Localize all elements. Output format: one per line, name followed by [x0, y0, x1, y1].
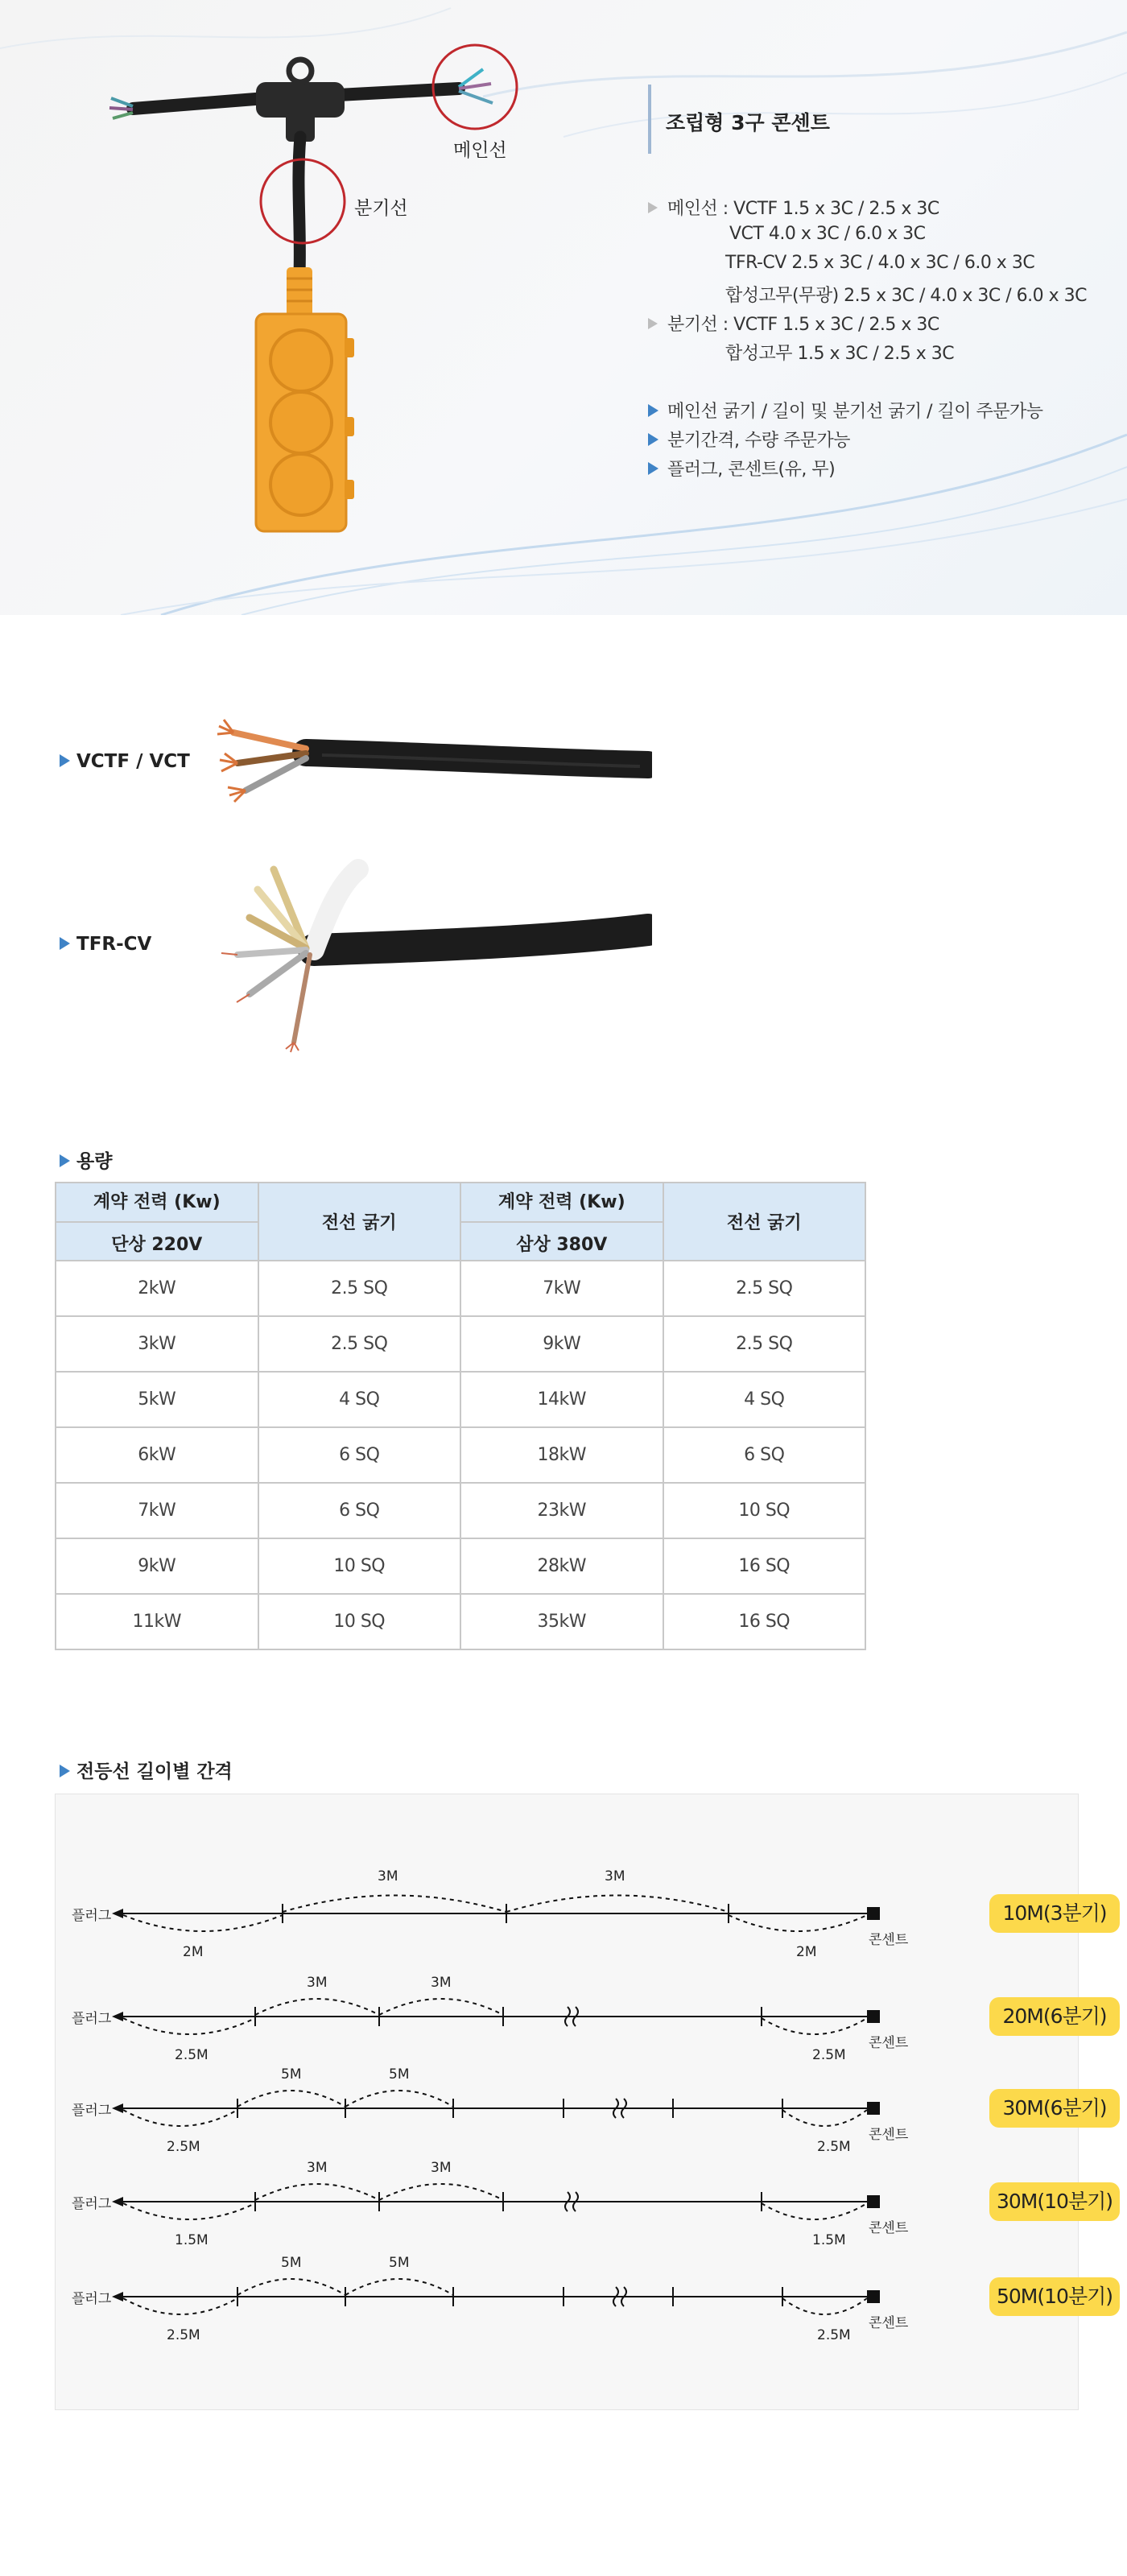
span-length: 5M: [281, 2255, 302, 2271]
end-length-left: 1.5M: [175, 2232, 208, 2248]
branch-line-callout-label: 분기선: [354, 198, 408, 219]
end-length-left: 2M: [183, 1944, 204, 1960]
feature-row-custom-length: 메인선 굵기 / 길이 및 분기선 굵기 / 길이 주문가능: [648, 398, 1043, 423]
length-badge-10m: 10M(3분기): [989, 1894, 1120, 1933]
diagram-row-30m-10: [112, 2184, 880, 2219]
outlet-label: 콘센트: [869, 2035, 909, 2051]
gray-triangle-icon: [648, 318, 658, 329]
capacity-table: [55, 1182, 866, 1650]
span-length: 3M: [605, 1868, 625, 1885]
plug-label: 플러그: [72, 2103, 112, 2119]
table-row: 3kW 2.5 SQ 9kW 2.5 SQ: [56, 1316, 865, 1372]
span-length: 3M: [378, 1868, 398, 1885]
spacing-section-title: 전등선 길이별 간격: [60, 1757, 233, 1783]
blue-triangle-icon: [648, 433, 658, 446]
spec-row-main-rubber: 합성고무(무광) 2.5 x 3C / 4.0 x 3C / 6.0 x 3C: [725, 286, 1088, 306]
end-length-right: 1.5M: [812, 2232, 846, 2248]
length-badge-30m-10: 30M(10분기): [989, 2182, 1120, 2221]
capacity-section-title: 용량: [60, 1146, 112, 1173]
spec-row-main-tfrcv: TFR-CV 2.5 x 3C / 4.0 x 3C / 6.0 x 3C: [725, 253, 1035, 273]
header-wire-gauge-1: 전선 굵기: [258, 1183, 460, 1261]
header-single-phase: 계약 전력 (Kw) 단상 220V: [56, 1183, 258, 1261]
table-row: 11kW 10 SQ 35kW 16 SQ: [56, 1594, 865, 1649]
feature-row-plug-outlet: 플러그, 콘센트(유, 무): [648, 456, 835, 481]
blue-triangle-icon: [60, 1765, 70, 1777]
tfr-cv-cable-image: [185, 853, 652, 1063]
main-line-callout-label: 메인선: [453, 140, 507, 161]
table-row: 2kW 2.5 SQ 7kW 2.5 SQ: [56, 1261, 865, 1316]
header-wire-gauge-2: 전선 굵기: [663, 1183, 865, 1261]
table-row: 7kW 6 SQ 23kW 10 SQ: [56, 1483, 865, 1538]
gray-triangle-icon: [648, 202, 658, 213]
end-length-right: 2.5M: [817, 2327, 851, 2343]
product-title: 조립형 3구 콘센트: [666, 111, 830, 134]
outlet-label: 콘센트: [869, 2220, 909, 2236]
diagram-row-10m: [112, 1896, 880, 1932]
title-accent-bar: [648, 85, 651, 154]
header-three-phase: 계약 전력 (Kw) 삼상 380V: [460, 1183, 663, 1261]
span-length: 5M: [389, 2255, 410, 2271]
blue-triangle-icon: [60, 754, 70, 767]
end-length-left: 2.5M: [167, 2327, 200, 2343]
plug-label: 플러그: [72, 2011, 112, 2027]
blue-triangle-icon: [648, 404, 658, 417]
vctf-vct-label: VCTF / VCT: [60, 751, 190, 772]
end-length-left: 2.5M: [167, 2139, 200, 2155]
span-length: 5M: [281, 2066, 302, 2083]
blue-triangle-icon: [60, 937, 70, 950]
end-length-right: 2M: [796, 1944, 817, 1960]
length-badge-50m: 50M(10분기): [989, 2277, 1120, 2316]
end-length-right: 2.5M: [812, 2047, 846, 2063]
tfr-cv-label: TFR-CV: [60, 934, 151, 955]
vctf-cable-image: [201, 708, 652, 813]
plug-label: 플러그: [72, 2291, 112, 2307]
span-length: 3M: [431, 1975, 452, 1991]
spacing-diagram: [55, 1794, 1113, 2410]
table-row: 5kW 4 SQ 14kW 4 SQ: [56, 1372, 865, 1427]
spec-row-main-vct: VCT 4.0 x 3C / 6.0 x 3C: [729, 224, 926, 244]
span-length: 3M: [307, 1975, 328, 1991]
length-badge-30m-6: 30M(6분기): [989, 2089, 1120, 2128]
table-row: 6kW 6 SQ 18kW 6 SQ: [56, 1427, 865, 1483]
outlet-label: 콘센트: [869, 2127, 909, 2143]
hero-section: [0, 0, 1127, 615]
blue-triangle-icon: [648, 462, 658, 475]
spacing-diagram-drawing: [56, 1794, 1080, 2411]
span-length: 3M: [431, 2160, 452, 2176]
feature-row-branch-spacing: 분기간격, 수량 주문가능: [648, 427, 850, 452]
length-badge-20m: 20M(6분기): [989, 1997, 1120, 2036]
spec-row-branch-vctf: 분기선 : VCTF 1.5 x 3C / 2.5 x 3C: [648, 311, 939, 336]
table-row: 9kW 10 SQ 28kW 16 SQ: [56, 1538, 865, 1594]
plug-label: 플러그: [72, 1908, 112, 1924]
plug-label: 플러그: [72, 2196, 112, 2212]
diagram-row-20m: [112, 1999, 880, 2034]
diagram-row-50m: [112, 2279, 880, 2314]
product-illustration: [0, 0, 580, 615]
span-length: 5M: [389, 2066, 410, 2083]
spec-row-branch-rubber: 합성고무 1.5 x 3C / 2.5 x 3C: [725, 344, 955, 364]
spec-row-main-vctf: 메인선 : VCTF 1.5 x 3C / 2.5 x 3C: [648, 195, 939, 220]
end-length-left: 2.5M: [175, 2047, 208, 2063]
outlet-label: 콘센트: [869, 1932, 909, 1948]
outlet-label: 콘센트: [869, 2315, 909, 2331]
blue-triangle-icon: [60, 1154, 70, 1167]
diagram-row-30m-6: [112, 2091, 880, 2126]
span-length: 3M: [307, 2160, 328, 2176]
end-length-right: 2.5M: [817, 2139, 851, 2155]
